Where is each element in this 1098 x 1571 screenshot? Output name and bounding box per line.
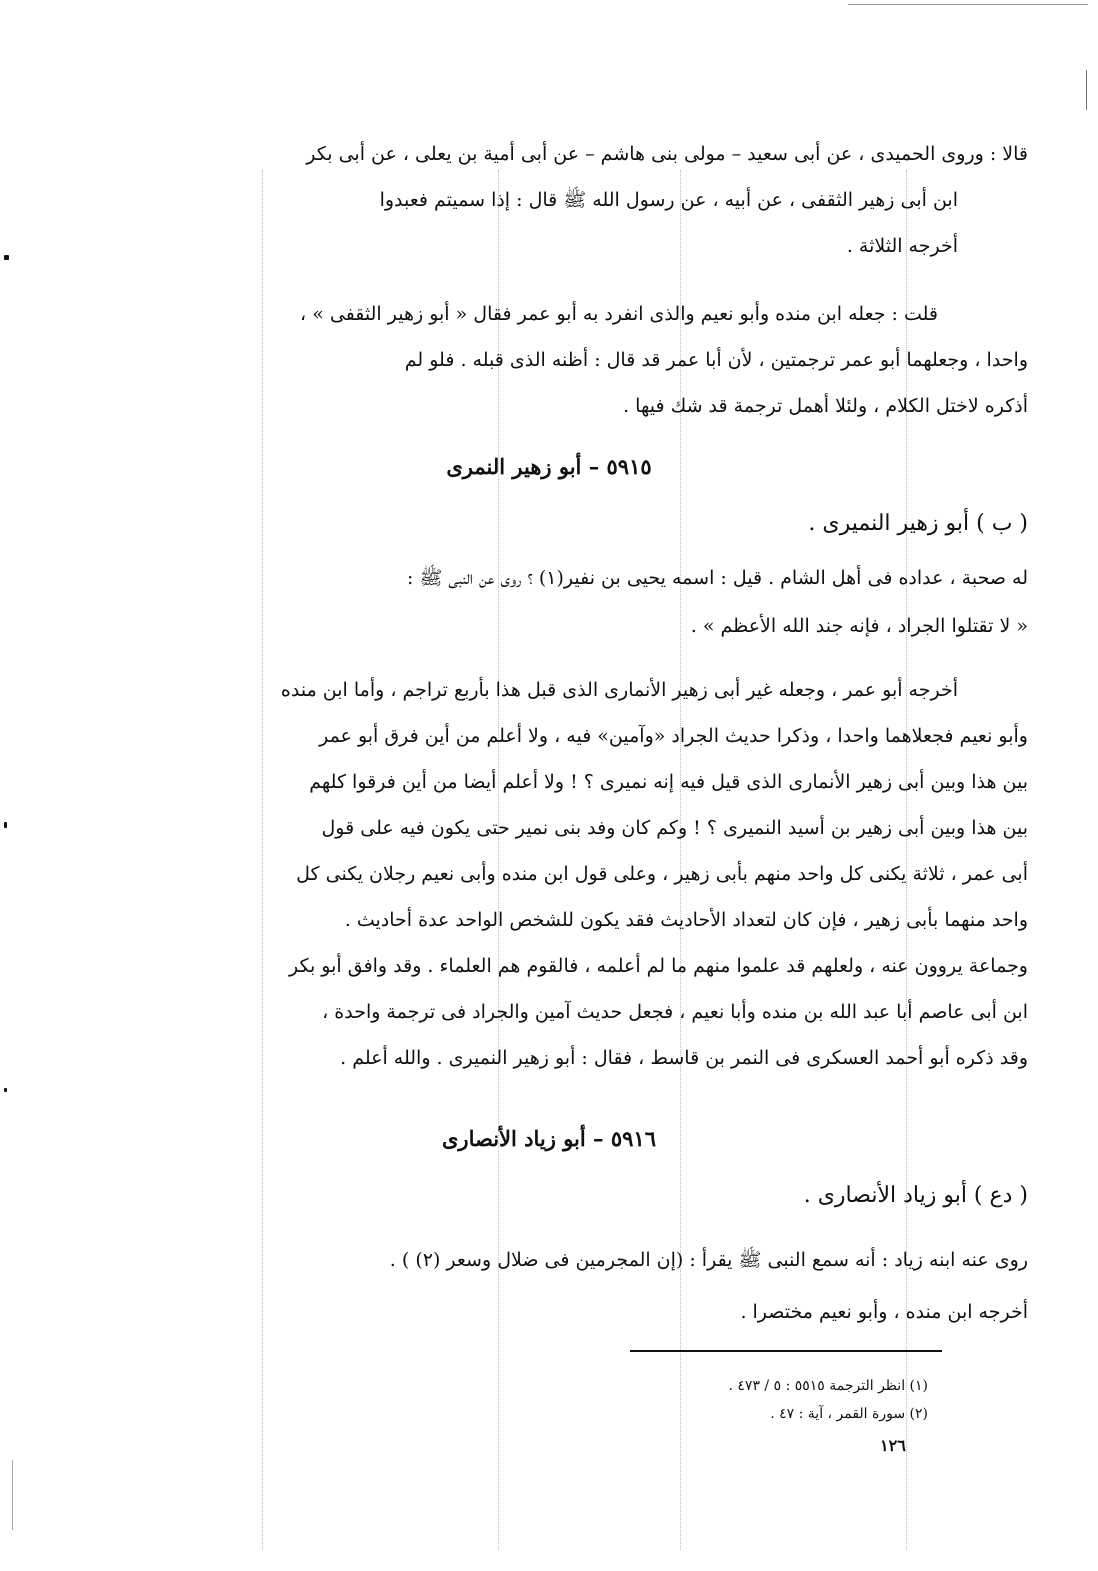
text-line: واحد منهما بأبى زهير ، فإن كان لتعداد الأحاديث فقد يكون للشخص الواحد عدة أحاديث . (344, 909, 1028, 931)
page-number: ١٢٦ (880, 1436, 906, 1455)
scan-speck (4, 822, 7, 828)
scan-edge-line-left (12, 1460, 13, 1530)
text-line: روى عنه ابنه زياد : أنه سمع النبى ﷺ يقرأ : (إن المجرمين فى ضلال وسعر (٢) ) . (389, 1249, 1028, 1271)
text-line: أخرجه الثلاثة . (846, 235, 958, 257)
text-line: وجماعة يروون عنه ، ولعلهم قد علموا منهم ما لم أعلمه ، فالقوم هم العلماء . وقد وافق أبو بكر (289, 955, 1028, 977)
scan-edge-line-right (1086, 70, 1087, 110)
footnote: (٢) سورة القمر ، آية : ٤٧ . (770, 1406, 928, 1422)
footnote-separator (630, 1350, 942, 1352)
text-line: بين هذا وبين أبى زهير بن أسيد النميرى ؟ ! وكم كان وفد بنى نمير حتى يكون فيه على قول (321, 817, 1028, 839)
text-line: قالا : وروى الحميدى ، عن أبى سعيد – مولى بنى هاشم – عن أبى أمية بن يعلى ، عن أبى بكر (306, 143, 1028, 165)
entry-subheading: ( ب ) أبو زهير النميرى . (808, 511, 1028, 536)
footnote: (١) انظر الترجمة ٥٥١٥ : ٥ / ٤٧٣ . (728, 1378, 928, 1394)
text-line: أذكره لاختل الكلام ، ولئلا أهمل ترجمة قد شك فيها . (623, 395, 1028, 417)
text-line: بين هذا وبين أبى زهير الأنمارى الذى قيل فيه إنه نميرى ؟ ! ولا أعلم أيضا من أين فرقوا كلهم (309, 771, 1028, 793)
text-line: ابن أبى زهير الثقفى ، عن أبيه ، عن رسول الله ﷺ قال : إذا سميتم فعبدوا (379, 189, 958, 211)
text-line: « لا تقتلوا الجراد ، فإنه جند الله الأعظم » . (690, 615, 1028, 637)
entry-heading: ٥٩١٦ – أبو زياد الأنصارى (442, 1126, 656, 1151)
text-line: واحدا ، وجعلهما أبو عمر ترجمتين ، لأن أبا عمر قد قال : أظنه الذى قبله . فلو لم (404, 349, 1028, 371)
text-line: وقد ذكره أبو أحمد العسكرى فى النمر بن قاسط ، فقال : أبو زهير النميرى . والله أعلم . (340, 1047, 1028, 1069)
scan-speck (4, 255, 9, 260)
scan-edge-line-top (848, 4, 1088, 5)
text-line: وأبو نعيم فجعلاهما واحدا ، وذكرا حديث الجراد «وآمين» فيه ، ولا أعلم من أين فرق أبو عمر (319, 725, 1028, 747)
text-line: له صحبة ، عداده فى أهل الشام . قيل : اسمه يحيى بن نفير(١) ؟ روى عن النبى ﷺ : (407, 567, 1028, 589)
fold-mark (262, 170, 263, 1550)
text-line: أبى عمر ، ثلاثة يكنى كل واحد منهم بأبى زهير ، وعلى قول ابن منده وأبى نعيم رجلان يكنى كل (296, 863, 1028, 885)
scan-speck (4, 1088, 7, 1092)
entry-subheading: ( دع ) أبو زياد الأنصارى . (803, 1183, 1028, 1208)
entry-heading: ٥٩١٥ – أبو زهير النمرى (446, 454, 652, 479)
text-line: ابن أبى عاصم أبا عبد الله بن منده وأبا نعيم ، فجعل حديث آمين والجراد فى ترجمة واحدة ، (322, 1001, 1028, 1023)
text-line: قلت : جعله ابن منده وأبو نعيم والذى انفرد به أبو عمر فقال « أبو زهير الثقفى » ، (300, 303, 938, 325)
text-line: أخرجه ابن منده ، وأبو نعيم مختصرا . (740, 1301, 1028, 1323)
text-line: أخرجه أبو عمر ، وجعله غير أبى زهير الأنمارى الذى قبل هذا بأربع تراجم ، وأما ابن منده (280, 679, 958, 701)
